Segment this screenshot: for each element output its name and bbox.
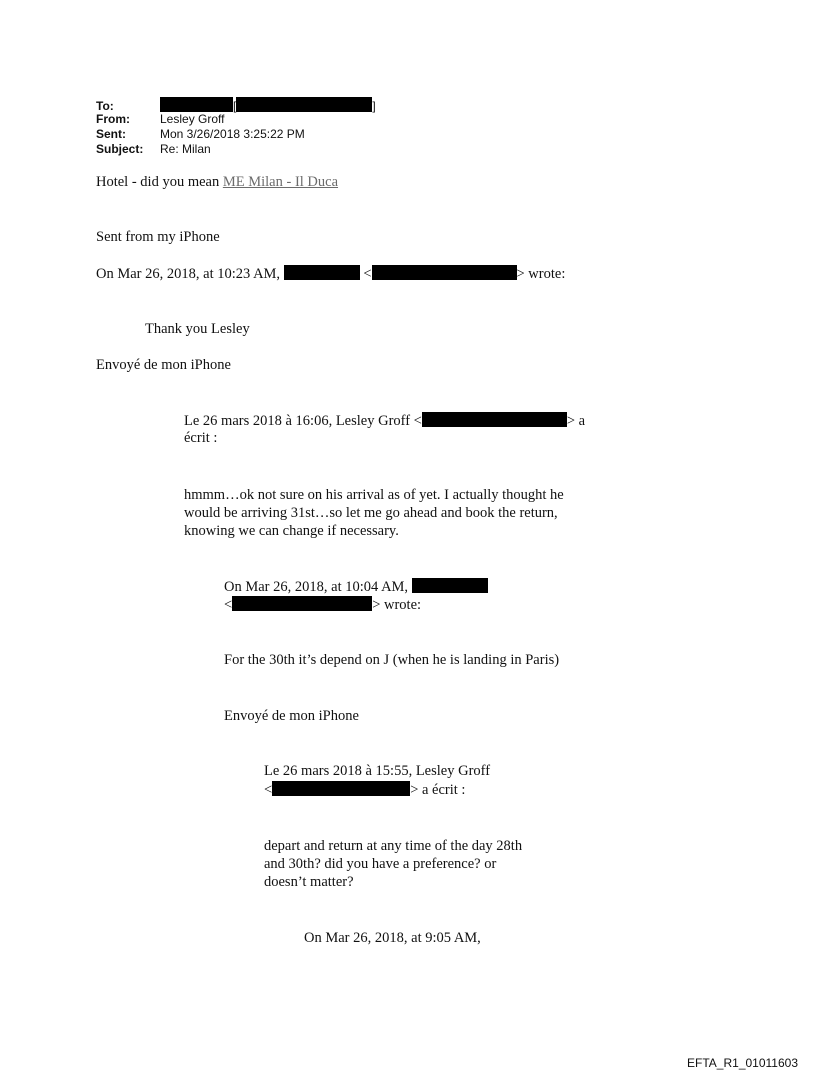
paragraph-1-line-1: hmmm…ok not sure on his arrival as of yet. I actually thought he bbox=[184, 487, 564, 503]
redaction-box bbox=[284, 265, 360, 280]
quote-header-2-text: Le 26 mars 2018 à 16:06, Lesley Groff < bbox=[184, 413, 422, 429]
to-row bbox=[96, 97, 376, 113]
quote-header-2-line2: écrit : bbox=[184, 430, 218, 446]
paragraph-3-line-3: doesn’t matter? bbox=[264, 874, 354, 890]
document-id: EFTA_R1_01011603 bbox=[687, 1056, 798, 1070]
subject-row bbox=[96, 143, 211, 156]
quote-header-4-lt: < bbox=[264, 782, 273, 798]
sent-value: Mon 3/26/2018 3:25:22 PM bbox=[160, 127, 305, 141]
redaction-box bbox=[272, 781, 410, 796]
quote-header-4: Le 26 mars 2018 à 15:55, Lesley Groff bbox=[264, 763, 491, 779]
quote-header-3-lt: < bbox=[224, 597, 233, 613]
paragraph-3-line-2: and 30th? did you have a preference? or bbox=[264, 856, 497, 872]
subject-label: Subject: bbox=[96, 142, 144, 156]
quote-header-3-line2 bbox=[224, 596, 421, 614]
quote-header-3-text: On Mar 26, 2018, at 10:04 AM, bbox=[224, 579, 409, 595]
redaction-box bbox=[412, 578, 488, 593]
to-bracket-close: ] bbox=[372, 99, 376, 113]
envoye-line-1: Envoyé de mon iPhone bbox=[96, 357, 231, 373]
redaction-box bbox=[236, 97, 372, 112]
redaction-box bbox=[372, 265, 517, 280]
quote-header-1-suffix: > wrote: bbox=[516, 266, 566, 282]
sent-from-iphone: Sent from my iPhone bbox=[96, 229, 220, 245]
sent-row bbox=[96, 128, 305, 141]
paragraph-1-line-2: would be arriving 31st…so let me go ahead and book the return, bbox=[184, 505, 558, 521]
quote-header-1 bbox=[96, 265, 565, 283]
quote-header-3-suffix: > wrote: bbox=[372, 597, 422, 613]
paragraph-2: For the 30th it’s depend on J (when he is landing in Paris) bbox=[224, 652, 560, 668]
from-row bbox=[96, 113, 224, 126]
paragraph-3-line-1: depart and return at any time of the day 28th bbox=[264, 838, 523, 854]
from-value: Lesley Groff bbox=[160, 112, 225, 126]
hotel-line bbox=[96, 174, 338, 191]
redaction-box bbox=[160, 97, 233, 112]
to-bracket-open: [ bbox=[233, 99, 237, 113]
quote-header-4-line2 bbox=[264, 781, 465, 799]
envoye-line-2: Envoyé de mon iPhone bbox=[224, 708, 359, 724]
quote-header-1-text: On Mar 26, 2018, at 10:23 AM, bbox=[96, 266, 281, 282]
redaction-box bbox=[422, 412, 567, 427]
paragraph-1-line-3: knowing we can change if necessary. bbox=[184, 523, 399, 539]
quote-header-3 bbox=[224, 578, 488, 596]
quote-header-2-suffix: > a bbox=[566, 413, 586, 429]
thanks-line: Thank you Lesley bbox=[145, 321, 250, 337]
quote-header-2 bbox=[184, 412, 585, 430]
redaction-box bbox=[232, 596, 372, 611]
quote-header-4-suffix: > a écrit : bbox=[410, 782, 466, 798]
sent-label: Sent: bbox=[96, 127, 126, 141]
to-label: To: bbox=[96, 99, 114, 113]
quote-header-1-lt: < bbox=[363, 266, 372, 282]
subject-value: Re: Milan bbox=[160, 142, 211, 156]
hotel-text: Hotel - did you mean bbox=[96, 174, 223, 190]
quote-header-5: On Mar 26, 2018, at 9:05 AM, bbox=[304, 930, 481, 946]
from-label: From: bbox=[96, 112, 130, 126]
hotel-link[interactable]: ME Milan - Il Duca bbox=[222, 174, 339, 190]
